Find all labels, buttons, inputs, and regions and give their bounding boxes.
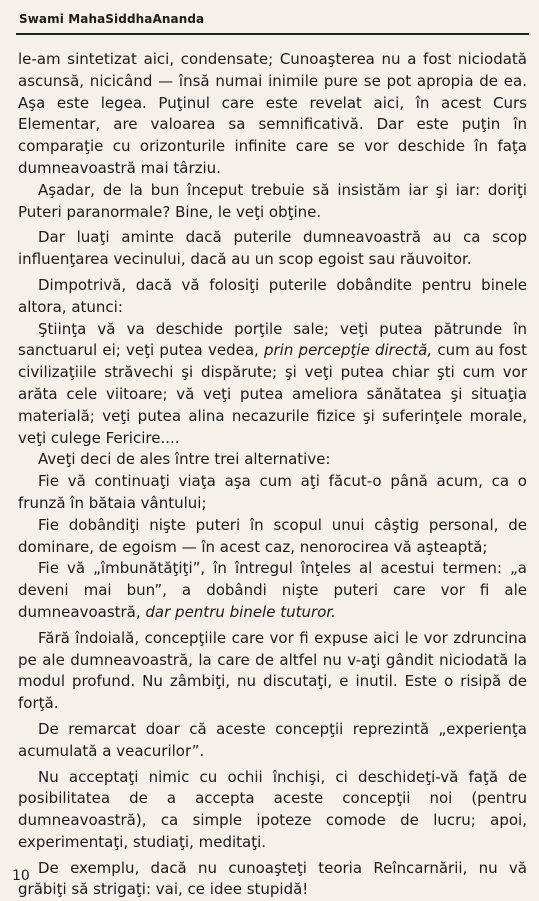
paragraph: Fără îndoială, concepţiile care vor fi expuse aici le vor zdruncina pe ale dumneavoastră, la care de altfel nu v-aţi gândit niciodată la modul profund. Nu zâmbiţi, nu discutaţi, e inutil. Este o risipă de forţă. — [18, 628, 527, 713]
paragraph: Dimpotrivă, dacă vă folosiţi puterile dobândite pentru binele altora, atunci: — [18, 275, 527, 316]
paragraph — [18, 319, 527, 450]
header-rule — [16, 33, 529, 35]
paragraph-text: Fie vă „îmbunătăţiţi”, în întregul înţeles al acestui termen: „a deveni mai bun”, a dobândi nişte puteri care vor fi ale dumneavoastră, — [18, 559, 527, 621]
paragraph: Aşadar, de la bun început trebuie să insistăm iar şi iar: doriţi Puteri paranormale? Bine, le veţi obţine. — [18, 180, 527, 221]
paragraph: Nu acceptaţi nimic cu ochii închişi, ci deschideţi-vă faţă de posibilitatea de a accepta aceste concepţii noi (pentru dumneavoastră), ca simple ipoteze comode de lucru; apoi, experimentaţi, studiaţi, meditaţi. — [18, 767, 527, 851]
page-number: 10 — [12, 868, 30, 884]
paragraph: Fie dobândiţi nişte puteri în scopul unui câştig personal, de dominare, de egoism — în acest caz, nenorocirea vă aşteaptă; — [18, 515, 527, 556]
paragraph-text: Ştiinţa vă va deschide porţile sale; veţi putea pătrunde în sanctuarul ei; veţi putea vedea, — [18, 319, 527, 360]
emphasis-text: dar pentru binele tuturor. — [145, 602, 336, 621]
paragraph: Dar luaţi aminte dacă puterile dumneavoastră au ca scop influenţarea vecinului, dacă au un scop egoist sau răuvoitor. — [18, 228, 527, 269]
paragraph: De exemplu, dacă nu cunoaşteţi teoria Reîncarnării, nu vă grăbiţi să strigaţi: vai, ce idee stupidă! — [18, 858, 527, 899]
paragraph-text: cum au fost civilizaţiile străvechi şi dispărute; şi veţi putea chiar şti cum vor arăta cele viitoare; vă veţi putea ameliora sănătatea şi situaţia materială; veţi putea alina necazurile fizice şi suferinţele morale, veţi culege Fericire.... — [18, 341, 527, 447]
paragraph: De remarcat doar că aceste concepţii reprezintă „experienţa acumulată a veacurilor”. — [18, 719, 527, 760]
body-text — [18, 49, 527, 901]
running-header: Swami MahaSiddhaAnanda — [19, 12, 205, 26]
paragraph: le-am sintetizat aici, condensate; Cunoaşterea nu a fost niciodată ascunsă, nicicând — însă numai inimile pure se pot apropia de ea. Aşa este legea. Puţinul care este revelat aici, în acest Curs Elementar, are valoarea sa semnificativă. Dar este puţin în comparaţie cu orizonturile infinite care se vor deschide în faţa dumneavoastră mai târziu. — [18, 50, 527, 177]
emphasis-text: prin percepţie directă, — [263, 341, 433, 360]
paragraph: Fie vă continuaţi viaţa aşa cum aţi făcut-o până acum, ca o frunză în bătaia vântului; — [18, 472, 527, 512]
paragraph — [18, 558, 527, 623]
paragraph: Aveţi deci de ales între trei alternative: — [38, 450, 331, 469]
